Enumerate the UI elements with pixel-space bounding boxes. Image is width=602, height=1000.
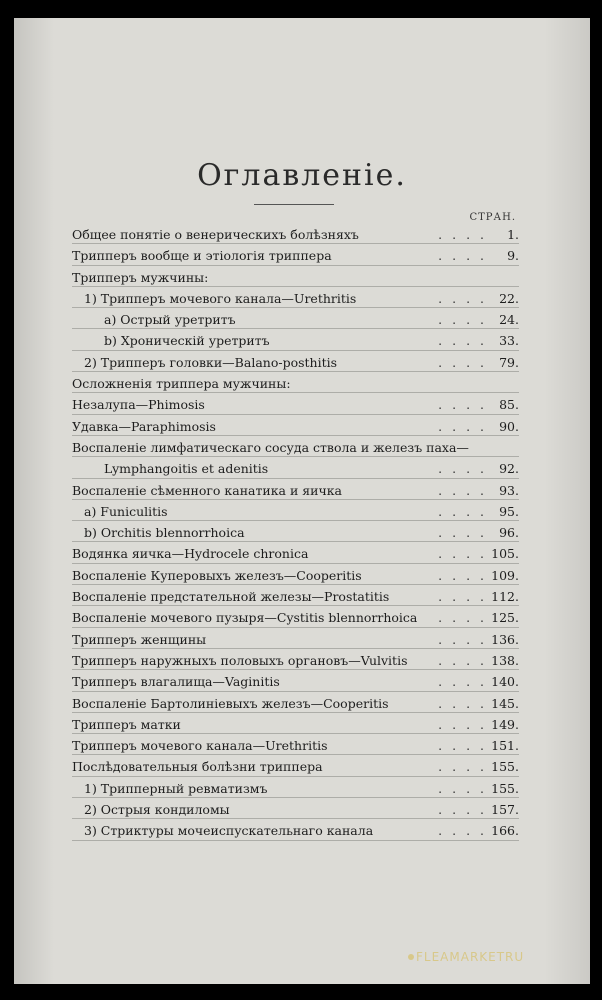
toc-entry-label: 1) Трипперный ревматизмъ (84, 780, 268, 796)
toc-entry-label: Воспаленіе предстательной железы—Prostatitis (72, 589, 390, 605)
toc-entry (72, 479, 519, 500)
toc-entry (72, 223, 519, 244)
toc-page-number: 109. (491, 567, 519, 583)
toc-entry-label: Послѣдовательныя болѣзни триппера (72, 759, 323, 775)
toc-leader-dots: . . . . (438, 290, 487, 306)
toc-entry-label: Трипперъ влагалища—Vaginitis (72, 674, 280, 690)
toc-page-number: 138. (491, 652, 519, 668)
toc-entry-label: Воспаленіе мочевого пузыря—Cystitis blennorrhoica (72, 610, 418, 626)
toc-entry-label: 3) Стриктуры мочеиспускательнаго канала (84, 823, 374, 839)
toc-leader-dots: . . . . (438, 823, 487, 839)
toc-leader-dots: . . . . (438, 589, 487, 605)
toc-leader-dots: . . . . (438, 248, 487, 264)
toc-page-number: 90. (499, 418, 519, 434)
toc-entry-label: Воспаленіе сѣменного канатика и яичка (72, 482, 343, 498)
toc-entry (72, 755, 519, 776)
toc-entry-label: Общее понятіе о венерическихъ болѣзняхъ (72, 227, 359, 242)
toc-page-number: 92. (499, 461, 519, 477)
toc-leader-dots: . . . . (438, 227, 487, 242)
toc-leader-dots: . . . . (438, 780, 487, 796)
toc-page-number: 9. (507, 248, 519, 264)
toc-entry (72, 308, 519, 329)
page-title: Оглавленіе. (197, 158, 407, 193)
toc-entry (72, 628, 519, 649)
toc-page-number: 22. (499, 290, 519, 306)
toc-entry (72, 542, 519, 563)
toc-page-number: 140. (491, 674, 519, 690)
toc-leader-dots: . . . . (438, 312, 487, 328)
toc-entry (72, 819, 519, 840)
toc-entry-label: b) Orchitis blennorrhoica (84, 525, 245, 541)
toc-leader-dots: . . . . (438, 482, 487, 498)
toc-leader-dots: . . . . (438, 503, 487, 519)
toc-leader-dots: . . . . (438, 354, 487, 370)
toc-leader-dots: . . . . (438, 525, 487, 541)
toc-entry (72, 500, 519, 521)
toc-page-number: 105. (491, 546, 519, 562)
toc-leader-dots: . . . . (438, 610, 487, 626)
toc-entry (72, 457, 519, 478)
toc-entry (72, 393, 519, 414)
toc-entry (72, 670, 519, 691)
page-column-header: СТРАН. (469, 212, 516, 223)
toc-leader-dots: . . . . (438, 759, 487, 775)
toc-page-number: 24. (499, 312, 519, 328)
watermark: FLEAMARKETRU (416, 950, 525, 964)
toc-leader-dots: . . . . (438, 674, 487, 690)
title-rule (254, 204, 334, 205)
toc-entry-label: 1) Трипперъ мочевого канала—Urethritis (84, 290, 357, 306)
toc-leader-dots: . . . . (438, 567, 487, 583)
toc-entry-label: 2) Острыя кондиломы (84, 802, 230, 818)
toc-page-number: 33. (499, 333, 519, 349)
toc-page-number: 155. (491, 759, 519, 775)
book-page (14, 18, 590, 984)
toc-page-number: 151. (491, 738, 519, 754)
toc-page-number: 93. (499, 482, 519, 498)
toc-entry (72, 649, 519, 670)
toc-entry-label: Водянка яичка—Hydrocele chronica (72, 546, 309, 562)
toc-leader-dots: . . . . (438, 652, 487, 668)
toc-leader-dots: . . . . (438, 716, 487, 732)
toc-entry (72, 244, 519, 265)
toc-leader-dots: . . . . (438, 333, 487, 349)
toc-entry-label: Воспаленіе лимфатическаго сосуда ствола и железъ паха— (72, 439, 469, 455)
toc-entry (72, 585, 519, 606)
watermark-logo-icon (408, 954, 414, 960)
toc-leader-dots: . . . . (438, 802, 487, 818)
toc-page-number: 95. (499, 503, 519, 519)
toc-entry-label: Трипперъ матки (72, 716, 181, 732)
toc-entry (72, 606, 519, 627)
toc-page-number: 166. (491, 823, 519, 839)
toc-entry-label: Удавка—Paraphimosis (72, 418, 216, 434)
toc-leader-dots: . . . . (438, 631, 487, 647)
toc-page-number: 145. (491, 695, 519, 711)
toc-leader-dots: . . . . (438, 738, 487, 754)
toc-page-number: 85. (499, 397, 519, 413)
toc-entry-label: Осложненія триппера мужчины: (72, 376, 291, 392)
toc-entry (72, 521, 519, 542)
toc-entry (72, 351, 519, 372)
toc-entry-label: Трипперъ мужчины: (72, 269, 209, 285)
table-of-contents (72, 223, 519, 841)
toc-leader-dots: . . . . (438, 397, 487, 413)
toc-page-number: 155. (491, 780, 519, 796)
toc-entry-label: 2) Трипперъ головки—Balano-posthitis (84, 354, 338, 370)
toc-leader-dots: . . . . (438, 695, 487, 711)
toc-entry (72, 266, 519, 287)
toc-entry (72, 372, 519, 393)
toc-entry (72, 713, 519, 734)
toc-page-number: 149. (491, 716, 519, 732)
toc-page-number: 112. (491, 589, 519, 605)
toc-entry (72, 777, 519, 798)
toc-leader-dots: . . . . (438, 418, 487, 434)
toc-entry-label: Трипперъ женщины (72, 631, 207, 647)
toc-page-number: 79. (499, 354, 519, 370)
toc-entry-label: Lymphangoitis et adenitis (104, 461, 269, 477)
toc-entry-label: Воспаленіе Куперовыхъ железъ—Cooperitis (72, 567, 362, 583)
toc-page-number: 157. (491, 802, 519, 818)
toc-page-number: 96. (499, 525, 519, 541)
toc-entry (72, 329, 519, 350)
toc-entry-label: a) Funiculitis (84, 503, 168, 519)
toc-entry (72, 564, 519, 585)
toc-entry-label: Трипперъ мочевого канала—Urethritis (72, 738, 328, 754)
toc-page-number: 125. (491, 610, 519, 626)
toc-entry (72, 692, 519, 713)
toc-page-number: 1. (507, 227, 519, 242)
toc-page-number: 136. (491, 631, 519, 647)
toc-entry-label: Воспаленіе Бартолиніевыхъ железъ—Cooperitis (72, 695, 389, 711)
toc-underline (72, 840, 519, 841)
toc-entry (72, 798, 519, 819)
toc-entry (72, 415, 519, 436)
toc-entry-label: Трипперъ наружныхъ половыхъ органовъ—Vulvitis (72, 652, 408, 668)
toc-entry-label: b) Хроническій уретритъ (104, 333, 270, 349)
toc-entry (72, 287, 519, 308)
toc-entry-label: Трипперъ вообще и этіологія триппера (72, 248, 332, 264)
toc-leader-dots: . . . . (438, 546, 487, 562)
toc-entry (72, 734, 519, 755)
toc-leader-dots: . . . . (438, 461, 487, 477)
toc-entry-label: Незалупа—Phimosis (72, 397, 205, 413)
toc-entry (72, 436, 519, 457)
toc-entry-label: a) Острый уретритъ (104, 312, 236, 328)
